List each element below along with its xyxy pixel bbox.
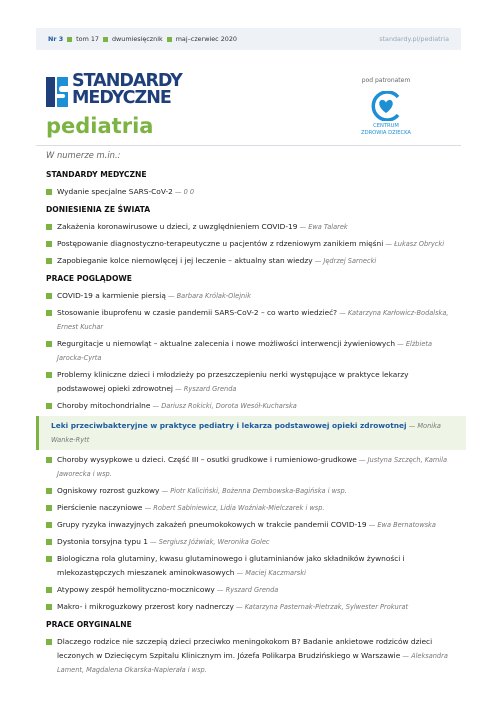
square-bullet-icon [46,522,52,528]
issue-frequency: dwumiesięcznik [111,35,163,43]
article-title: Postępowanie diagnostyczno-terapeutyczne u pacjentów z rdzeniowym zanikiem mięśni [57,239,384,248]
article-authors: Piotr Kaliciński, Bożenna Dembowska-Bagińska i wsp. [170,487,347,495]
author-separator: — [383,240,395,248]
article-title: Zakażenia koronawirusowe u dzieci, z uwzględnieniem COVID-19 [57,222,298,231]
issue-header-bar [36,28,461,50]
square-bullet-icon [46,457,52,463]
section-heading: DONIESIENIA ZE ŚWIATA [46,205,151,214]
article-authors: Elżbieta Jarocka-Cyrta [57,340,433,362]
author-separator: — [150,402,162,410]
article-authors: Robert Sabiniewicz, Lidia Woźniak-Mielczarek i wsp. [153,504,325,512]
square-bullet-icon [46,189,52,195]
section-heading: PRACE POGLĄDOWE [46,274,132,283]
article-authors: Justyna Szczęch, Kamila Jaworecka i wsp. [57,456,448,478]
toc-item[interactable] [46,306,456,334]
author-separator: — [356,456,368,464]
article-title: Dlaczego rodzice nie szczepią dzieci przeciwko meningokokom B? Badanie ankietowe rodziców dzieci leczonych w Dziecięcym Szpitalu Klinicznym im. Józefa Polikarpa Brudzińskiego w Warszawie [57,637,433,660]
article-authors: Katarzyna Pasternak-Pietrzak, Sylwester Prokurat [244,603,409,611]
logo-line-1: STANDARDY [72,71,182,91]
article-authors: Katarzyna Karłowicz-Bodalska, Ernest Kuchar [57,309,449,331]
author-separator: — [172,188,184,196]
journal-url[interactable]: standardy.pl/pediatria [379,35,449,43]
journal-logo [46,73,246,137]
standardy-logo-mark-icon [46,77,68,107]
square-bullet-icon [103,37,108,42]
square-bullet-icon [46,372,52,378]
square-bullet-icon [46,639,52,645]
square-bullet-icon [46,341,52,347]
square-bullet-icon [167,37,172,42]
square-bullet-icon [67,37,72,42]
toc-item[interactable] [46,220,456,234]
article-title: Problemy kliniczne dzieci i młodzieży po przeszczepieniu nerki występujące w praktyce lekarzy podstawowej opieki zdrowotnej [57,370,409,393]
toc-item[interactable] [46,254,456,268]
journal-subtitle: pediatria [46,114,154,138]
article-title: Atypowy zespół hemolityczno-mocznicowy [57,585,215,594]
author-separator: — [395,340,406,348]
article-title: Wydanie specjalne SARS-CoV-2 [57,187,173,196]
square-bullet-icon [46,505,52,511]
square-bullet-icon [46,224,52,230]
author-separator: — [214,586,226,594]
toc-item[interactable] [46,453,456,481]
author-separator: — [366,521,378,529]
author-separator: — [172,385,184,393]
article-title: Pierścienie naczyniowe [57,503,143,512]
issue-volume: tom 17 [76,35,99,43]
article-title: Regurgitacje u niemowląt – aktualne zalecenia i nowe możliwości interwencji żywieniowych [57,339,396,348]
article-authors: 0 0 [183,188,195,196]
square-bullet-icon [46,403,52,409]
patron-name-line-1: CENTRUM [373,123,399,129]
toc-item-featured[interactable] [36,416,466,450]
author-separator: — [312,257,324,265]
article-authors: Ryszard Grenda [225,586,279,594]
author-separator: — [142,504,154,512]
square-bullet-icon [46,539,52,545]
article-title: Choroby mitochondrialne [57,401,151,410]
toc-item[interactable] [46,583,456,597]
toc-item[interactable] [46,185,456,199]
article-title: Makro- i mikroguzkowy przerost kory nadnerczy [57,602,234,611]
toc-item[interactable] [46,399,456,413]
article-authors: Ewa Talarek [308,223,348,231]
author-separator: — [233,603,245,611]
article-authors: Sergiusz Jóźwiak, Weronika Golec [158,538,270,546]
toc-item[interactable] [46,368,456,396]
article-title: Biologiczna rola glutaminy, kwasu glutaminowego i glutaminianów jako składników żywności i mlekozastępczych mieszanek aminokwasowych [57,554,405,577]
toc-item[interactable] [46,535,456,549]
issue-meta [48,35,237,43]
section-heading: STANDARDY MEDYCZNE [46,170,147,179]
issue-date: maj–czerwiec 2020 [175,35,237,43]
article-title: Grupy ryzyka inwazyjnych zakażeń pneumokokowych w trakcie pandemii COVID-19 [57,520,367,529]
author-separator: — [337,309,348,317]
toc-intro: W numerze m.in.: [46,150,121,160]
header-divider [36,145,461,146]
author-separator: — [406,422,418,430]
article-title: Choroby wysypkowe u dzieci. Część III – osutki grudkowe i rumieniowo-grudkowe [57,455,357,464]
patron-name-line-2: ZDROWIA DZIECKA [361,129,411,136]
article-title: Dystonia torsyjna typu 1 [57,537,148,546]
author-separator: — [400,652,412,660]
article-authors: Dariusz Rokicki, Dorota Wesół-Kucharska [161,402,297,410]
square-bullet-icon [46,293,52,299]
section-heading: PRACE ORYGINALNE [46,620,132,629]
square-bullet-icon [46,587,52,593]
issue-number: Nr 3 [48,35,64,43]
square-bullet-icon [46,488,52,494]
article-authors: Aleksandra Lament, Magdalena Okarska-Napierała i wsp. [57,652,448,674]
square-bullet-icon [46,310,52,316]
toc-item[interactable] [46,289,456,303]
square-bullet-icon [46,604,52,610]
toc-sections [46,170,456,677]
article-authors: Monika Wanke-Rytt [51,422,441,444]
article-authors: Łukasz Obrycki [394,240,445,248]
article-title: Zapobieganie kolce niemowlęcej i jej leczenie – aktualny stan wiedzy [57,256,313,265]
toc-item[interactable] [46,635,456,677]
article-authors: Ryszard Grenda [183,385,237,393]
article-authors: Maciej Kaczmarski [245,569,306,577]
article-title: Ogniskowy rozrost guzkowy [57,486,160,495]
author-separator: — [159,487,171,495]
toc-item[interactable] [46,237,456,251]
toc-item[interactable] [46,518,456,532]
square-bullet-icon [46,241,52,247]
czd-heart-logo-icon [370,91,402,121]
author-separator: — [147,538,159,546]
article-authors: Ewa Bernatowska [377,521,436,529]
logo-line-2: MEDYCZNE [72,88,171,108]
patronage-label: pod patronatem [361,77,411,84]
toc-item[interactable] [46,552,456,580]
article-authors: Jędrzej Sarnecki [323,257,377,265]
toc-item[interactable] [46,501,456,515]
patronage-block [356,77,416,136]
toc-item[interactable] [46,337,456,365]
author-separator: — [297,223,309,231]
table-of-contents [46,150,456,680]
toc-item[interactable] [46,484,456,498]
toc-item[interactable] [46,600,456,614]
logo-wordmark [72,73,182,107]
article-title: COVID-19 a karmienie piersią [57,291,166,300]
author-separator: — [165,292,177,300]
article-authors: Barbara Królak-Olejnik [176,292,251,300]
article-title: Stosowanie ibuprofenu w czasie pandemii SARS-CoV-2 – co warto wiedzieć? [57,308,338,317]
square-bullet-icon [46,556,52,562]
square-bullet-icon [46,258,52,264]
author-separator: — [234,569,246,577]
article-title: Leki przeciwbakteryjne w praktyce pediatry i lekarza podstawowej opieki zdrowotnej [51,421,407,430]
